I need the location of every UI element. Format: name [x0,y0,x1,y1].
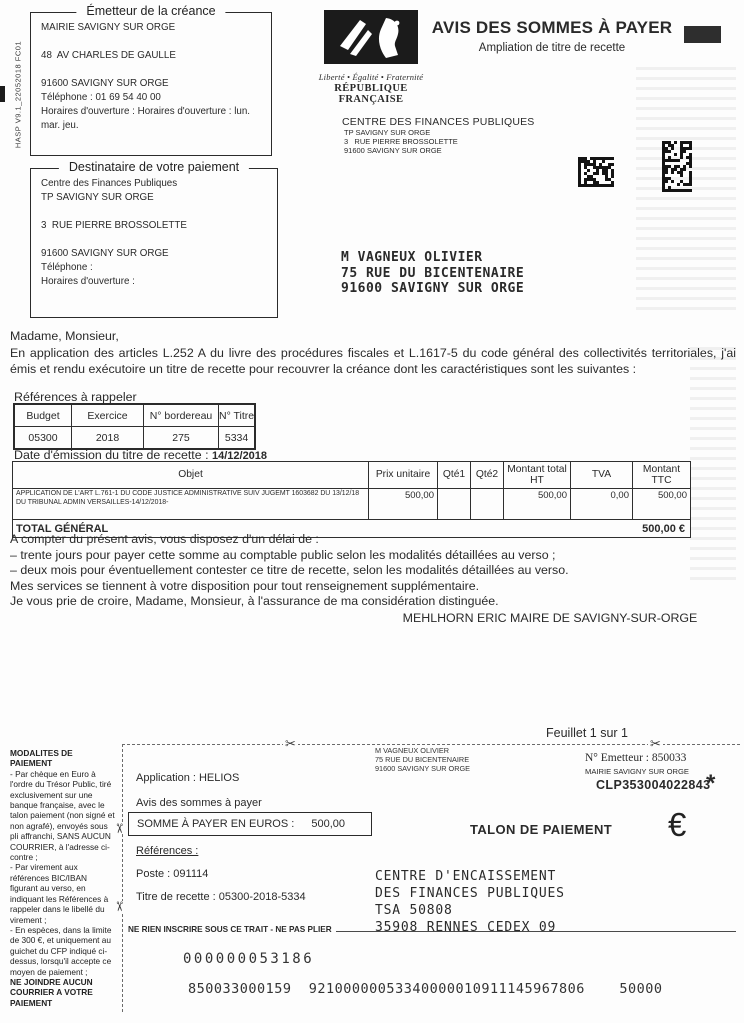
total-value: 500,00 € [642,522,685,535]
address-line: Téléphone : 01 69 54 40 00 [41,92,161,103]
references-table-value-cell: 5334 [219,427,256,450]
finances-publiques-block [342,116,535,155]
references-table-header-row [14,404,255,427]
payment-recipient-box-legend: Destinataire de votre paiement [59,160,249,174]
emission-date-label: Date d'émission du titre de recette : [14,448,209,462]
address-line: 48 AV CHARLES DE GAULLE [41,50,176,61]
address-line: 3 RUE PIERRE BROSSOLETTE [41,220,187,231]
addressee-address [341,250,524,297]
address-line [41,205,267,219]
emitter-address [31,13,271,133]
payment-terms-block [10,748,116,1008]
emitter-number: N° Emetteur : 850033 [585,752,687,764]
intro-body: En application des articles L.252 A du livre des procédures fiscales et L.1617-5 du code général des collectivités territoriales, j'ai émis et rendu exécutoire un titre de recette pour recouvrer la créance dont les caractéristiques sont les suivantes : [10,345,736,376]
euro-currency-sign: € [668,806,687,843]
amount-due-value: 500,00 [311,818,345,830]
bleedthrough-artifact [690,340,736,580]
address-line: Horaires d'ouverture : Horaires d'ouverture : lun. mar. jeu. [41,106,253,131]
doc-type-line: Avis des sommes à payer [136,797,262,809]
address-line: M VAGNEUX OLIVIER [341,250,483,265]
payment-terms-item: MODALITES DE PAIEMENT [10,748,73,769]
ocr-reference-number: 000000053186 [183,951,315,967]
do-not-write-line [128,925,736,934]
document-subtitle: Ampliation de titre de recette [478,42,626,54]
document-title: AVIS DES SOMMES À PAYER [431,18,673,37]
address-line: DES FINANCES PUBLIQUES [375,886,565,901]
references-table-header-cell: Budget [14,404,72,427]
address-line: 75 RUE DU BICENTENAIRE [341,265,525,281]
form-reference-code: HASP V9.1_22052018 FC01 [13,40,23,149]
payment-recipient-box [30,160,278,318]
address-line [41,35,261,49]
salutation: Madame, Monsieur, [10,329,119,343]
titre-recette-line: Titre de recette : 05300-2018-5334 [136,891,306,903]
intro-paragraph [10,328,736,378]
address-line: TP SAVIGNY SUR ORGE [41,192,154,203]
items-table-data-row [13,489,691,520]
notice-paragraph [10,532,736,610]
references-table-header-cell: N° Titre [219,404,256,427]
scissors-icon: ✂ [285,736,296,751]
references-table-value-row [14,427,255,450]
talon-addressee-address [375,747,470,773]
items-table-header-cell: TVA [571,462,633,489]
payment-recipient-address [31,169,277,289]
emission-date-line [14,448,267,462]
scissors-icon: ✂ [111,823,127,834]
items-table [12,461,691,538]
emitter-box-legend: Émetteur de la créance [76,4,225,18]
references-table-header-cell: Exercice [72,404,144,427]
ocr-scanline-number: 850033000159 92100000053340000010911145967806 50000 [188,981,663,997]
references-table-label: Références à rappeler [14,390,137,404]
address-line [41,63,261,77]
application-line: Application : HELIOS [136,772,240,784]
address-line: TP SAVIGNY SUR ORGE [344,128,431,137]
address-line: Centre des Finances Publiques [41,178,178,189]
logo-republic-name: RÉPUBLIQUE FRANÇAISE [334,83,408,105]
signature-line: MEHLHORN ERIC MAIRE DE SAVIGNY-SUR-ORGE [402,611,698,625]
address-line: 35908 RENNES CEDEX 09 [375,920,557,935]
item-description: APPLICATION DE L'ART L.761-1 DU CODE JUSTICE ADMINISTRATIVE SUIV JUGEMT 1603682 DU 13/12/18 DU TRIBUNAL ADMIN VERSAILLES-14/12/2018- [13,489,369,520]
notice-line: A compter du présent avis, vous disposez d'un délai de : [10,532,319,546]
address-line: M VAGNEUX OLIVIER [375,746,450,755]
address-line: MAIRIE SAVIGNY SUR ORGE [41,22,176,33]
emission-date-value: 14/12/2018 [211,450,268,462]
address-line: 91600 SAVIGNY SUR ORGE [375,763,471,773]
payment-stub-title: TALON DE PAIEMENT [470,822,613,837]
address-line: 91600 SAVIGNY SUR ORGE [341,281,525,296]
document-title-block [420,18,684,54]
items-table-header-cell: Qté1 [438,462,471,489]
marianne-emblem-icon [324,51,418,68]
bleedthrough-artifact [636,60,736,310]
finances-publiques-title: CENTRE DES FINANCES PUBLIQUES [342,116,535,128]
address-line: 75 RUE DU BICENTENAIRE [375,754,470,764]
clp-code: CLP353004022843 [596,778,711,792]
references-table [13,403,256,450]
finances-publiques-address [342,128,535,155]
items-table-header-cell: Prix unitaire [369,462,438,489]
total-label: TOTAL GÉNÉRAL [16,522,109,535]
notice-line: Je vous prie de croire, Madame, Monsieur, à l'assurance de ma considération distinguée. [10,594,499,609]
logo-motto: Liberté • Égalité • Fraternité [318,72,424,82]
poste-line: Poste : 091114 [136,868,209,880]
items-table-header-cell: Montant total HT [504,462,571,489]
notice-line: – trente jours pour payer cette somme au comptable public selon les modalités détaillées au verso ; [10,547,556,562]
rule-line [336,931,736,932]
scissors-icon: ✂ [111,901,127,912]
item-total-ht: 500,00 [504,489,571,520]
item-total-ttc: 500,00 [633,489,691,520]
vertical-cut-line [122,744,123,1012]
payment-terms-item: NE JOINDRE AUCUN COURRIER A VOTRE PAIEMENT [10,976,93,1008]
datamatrix-barcode-small [578,157,614,187]
references-table-value-cell: 05300 [14,427,72,450]
asterisk-mark: * [706,770,716,797]
amount-due-box [128,812,372,836]
address-line [41,233,267,247]
emitter-box [30,4,272,156]
amount-due-label: SOMME À PAYER EN EUROS : [137,818,295,830]
payment-terms-item: - Par chèque en Euro à l'ordre du Trésor Public, tiré exclusivement sur une banque française, avec le talon paiement (non signé et non agrafé), envoyés sous pli affranchi, SANS AUCUN COURRIER, à l'adresse ci-contre ; [10,768,115,863]
references-table-value-cell: 275 [144,427,219,450]
address-line: 91600 SAVIGNY SUR ORGE [41,248,169,259]
scissors-icon: ✂ [650,736,661,751]
do-not-write-label: NE RIEN INSCRIRE SOUS CE TRAIT - NE PAS PLIER [128,925,332,934]
items-table-header-cell: Montant TTC [633,462,691,489]
address-line: 91600 SAVIGNY SUR ORGE [41,78,169,89]
item-qty1 [438,489,471,520]
redaction-box [684,26,721,43]
item-unit-price: 500,00 [369,489,438,520]
address-line: Horaires d'ouverture : [41,276,135,287]
scan-edge-mark [0,86,5,102]
item-qty2 [471,489,504,520]
references-label: Références : [136,845,199,857]
republique-francaise-logo [306,10,436,105]
payment-terms-item: - En espèces, dans la limite de 300 €, et uniquement au guichet du CFP indiqué ci-dessus, lorsqu'il accepte ce moyen de paiement ; [10,924,112,977]
items-table-header-cell: Objet [13,462,369,489]
address-line: TSA 50808 [375,903,453,918]
address-line: 91600 SAVIGNY SUR ORGE [344,146,442,155]
sheet-counter: Feuillet 1 sur 1 [546,726,628,740]
items-table-header-cell: Qté2 [471,462,504,489]
emitter-name: MAIRIE SAVIGNY SUR ORGE [585,767,689,776]
references-table-header-cell: N° bordereau [144,404,219,427]
item-tva: 0,00 [571,489,633,520]
payment-terms-item: - Par virement aux références BIC/IBAN figurant au verso, en indiquant les Références à rappeler dans le libellé du virement ; [10,862,109,925]
notice-line: – deux mois pour éventuellement contester ce titre de recette, selon les modalités détaillées au verso. [10,563,569,578]
items-table-header-row [13,462,691,489]
address-line: Téléphone : [41,262,93,273]
notice-line: Mes services se tiennent à votre disposition pour tout renseignement supplémentaire. [10,578,480,593]
references-table-value-cell: 2018 [72,427,144,450]
address-line: CENTRE D'ENCAISSEMENT [375,869,557,884]
address-line: 3 RUE PIERRE BROSSOLETTE [344,137,458,146]
